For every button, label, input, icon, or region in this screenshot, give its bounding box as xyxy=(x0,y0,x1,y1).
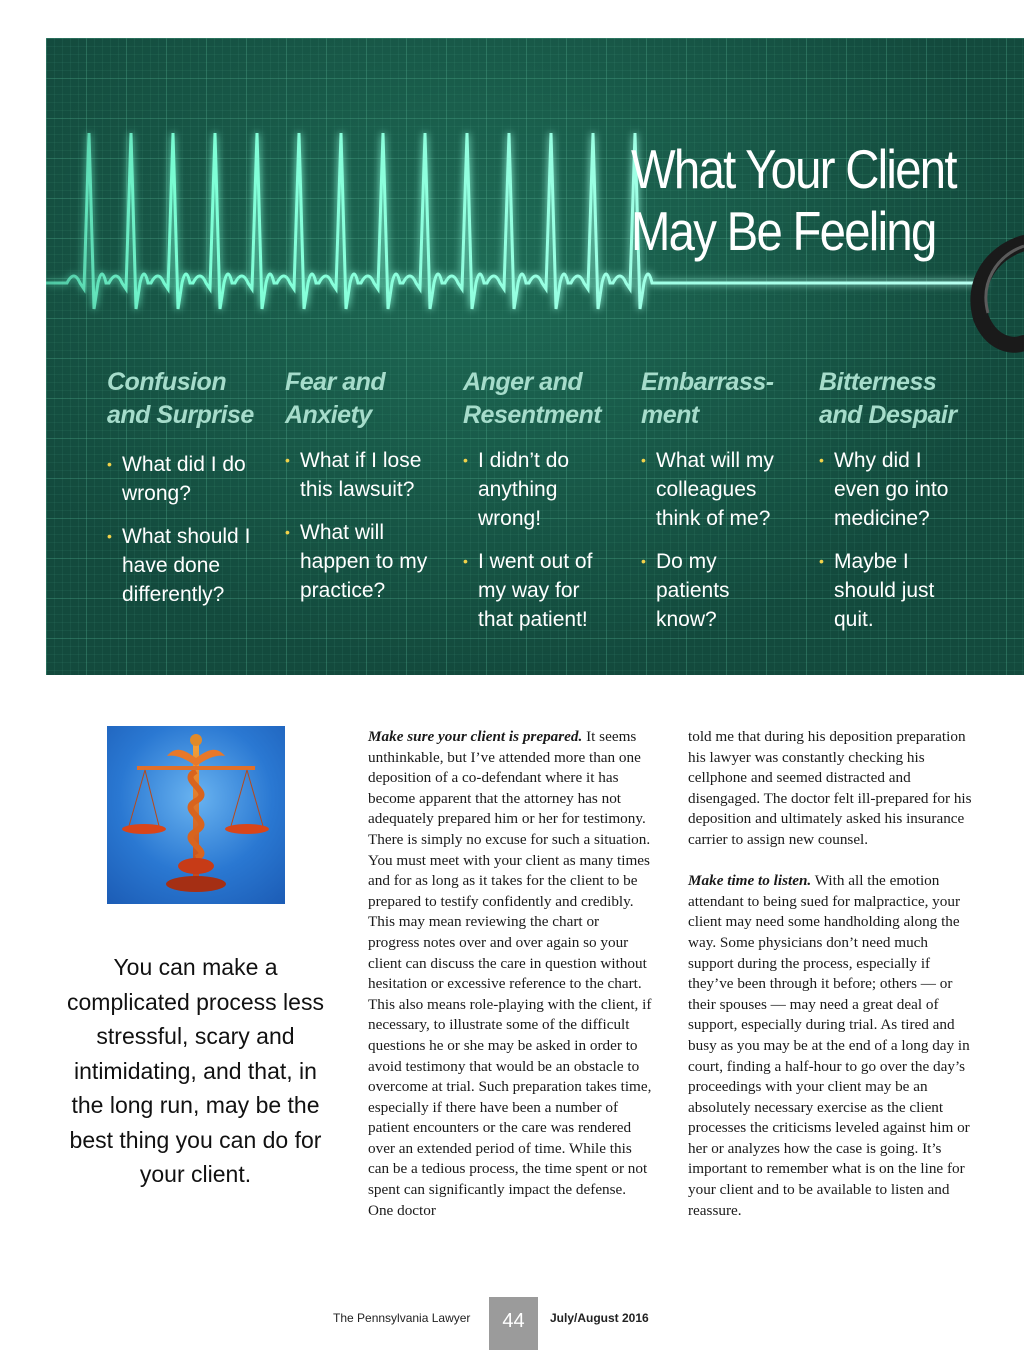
article-paragraph: Make time to listen. With all the emotion attendant to being sued for malpractice, your client may need some handholding along the way. Some physicians don’t need much support during the process, especially if they’ve been through it before; others — or their spouses — may need a great deal of support, especially during trial. As tired and busy as you may be at the end of a long day in court, finding a half-hour to go over the day’s proceedings with your client may be an absolutely necessary exercise as the client processes the criticisms leveled against him or her or analyzes how the case is going. It’s important to remember what is on the line for your client and to be available to listen and reassure. xyxy=(688,872,970,1219)
column-list xyxy=(641,446,811,634)
footer-issue: July/August 2016 xyxy=(550,1311,649,1325)
column-list xyxy=(463,446,633,634)
list-item: • What will my colleagues think of me? xyxy=(641,446,806,533)
paragraph-lead: Make sure your client is prepared. xyxy=(368,728,583,745)
list-item: • I went out of my way for that patient! xyxy=(463,547,618,634)
list-item: • What should I have done differently? xyxy=(107,522,277,609)
column-list xyxy=(107,450,277,609)
hero-title-line2: May Be Feeling xyxy=(631,200,936,262)
column-list xyxy=(285,446,455,605)
paragraph-lead: Make time to listen. xyxy=(688,872,812,890)
column-heading: Embarrass-ment xyxy=(641,368,774,429)
bullet-icon: • xyxy=(463,452,468,468)
list-item: • What did I do wrong? xyxy=(107,450,277,508)
footer-publication: The Pennsylvania Lawyer xyxy=(333,1311,471,1325)
bullet-icon: • xyxy=(285,524,290,540)
feeling-column-embarrassment xyxy=(641,366,811,648)
column-heading: Confusion and Surprise xyxy=(107,368,254,429)
bullet-icon: • xyxy=(641,452,646,468)
bullet-icon: • xyxy=(285,452,290,468)
list-item: • What if I lose this lawsuit? xyxy=(285,446,455,504)
scales-caduceus-image xyxy=(107,726,285,904)
hero-title xyxy=(631,138,958,262)
article-column-1 xyxy=(368,727,653,1242)
stethoscope-icon xyxy=(978,243,1024,345)
column-heading: Anger and Resentment xyxy=(463,368,602,429)
bullet-icon: • xyxy=(641,553,646,569)
feeling-column-fear xyxy=(285,366,455,619)
feeling-column-anger xyxy=(463,366,633,648)
bullet-icon: • xyxy=(463,553,468,569)
bullet-icon: • xyxy=(819,553,824,569)
article-paragraph: told me that during his deposition preparation his lawyer was constantly checking his cellphone and seemed distracted and disengaged. The doctor felt ill-prepared for his deposition and ultimately asked his insurance carrier to assign new counsel. xyxy=(688,728,972,848)
column-heading: Bitterness and Despair xyxy=(819,368,957,429)
column-heading: Fear and Anxiety xyxy=(285,368,386,429)
list-item: • What will happen to my practice? xyxy=(285,518,455,605)
list-item: • Why did I even go into medicine? xyxy=(819,446,969,533)
pull-quote: You can make a complicated process less stressful, scary and intimidating, and that, in the long run, may be the best thing you can do for your client. xyxy=(67,954,324,1187)
column-list xyxy=(819,446,989,634)
hero-title-line1: What Your Client xyxy=(631,138,956,200)
page-number: 44 xyxy=(489,1297,538,1350)
list-item: • Maybe I should just quit. xyxy=(819,547,944,634)
bullet-icon: • xyxy=(107,528,112,544)
list-item: • I didn’t do anything wrong! xyxy=(463,446,613,533)
list-item: • Do my patients know? xyxy=(641,547,761,634)
scales-of-justice-icon xyxy=(107,726,285,904)
article-paragraph: Make sure your client is prepared. It seems unthinkable, but I’ve attended more than one deposition of a co-defendant where it has become apparent that the attorney has not adequately prepared him or her for testimony. There is simply no excuse for such a situation. You must meet with your client as many times and for as long as it takes for the client to be prepared to testify confidently and credibly. This may mean reviewing the chart or progress notes over and over again so your client can discuss the care in question without hesitation or excessive reference to the chart. This also means role-playing with the client, if necessary, to illustrate some of the difficult questions he or she may be asked in order to avoid testimony that would be an obstacle to overcome at trial. Such preparation takes time, especially if there have been a number of patient encounters or the care was rendered over an extended period of time. While this can be a tedious process, the time spent or not spent can significantly impact the defense. One doctor xyxy=(368,728,652,1219)
hero-banner xyxy=(46,38,1024,675)
feeling-column-bitterness xyxy=(819,366,989,648)
article-column-2 xyxy=(688,727,973,1242)
bullet-icon: • xyxy=(819,452,824,468)
bullet-icon: • xyxy=(107,456,112,472)
feeling-column-confusion xyxy=(107,366,277,623)
